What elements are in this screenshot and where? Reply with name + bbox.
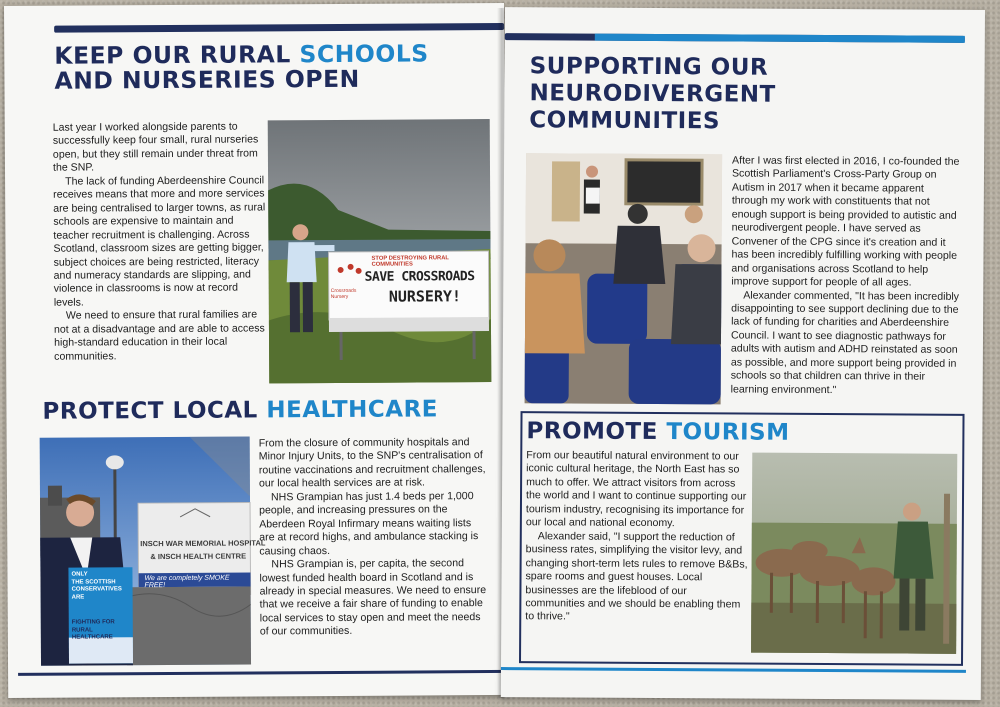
schools-para-3: We need to ensure that rural families are not at a disadvantage and are able to access high-standard education in their local communities.	[53, 308, 265, 363]
insch-hospital-photo	[40, 437, 266, 666]
neuro-para-1: After I was first elected in 2016, I co-founded the Scottish Parliament's Cross-Party Group on Autism in 2017 when it became apparent through my work with constituents that not enough support is being provided to autistic and neurodivergent people. I have served as Convener of the CPG since it's creation and it has been incredibly fulfilling working with people and organisations across Scotland to help improve support for people of all ages.	[731, 154, 960, 289]
tourism-para-2: Alexander said, "I support the reduction of business rates, simplifying the visitor levy, and changing short-term lets rules to remove B&Bs, spare rooms and guest houses. Local businesses are the lifeblood of our communities and we should be enabling them to thrive."	[525, 529, 748, 623]
top-rule-left	[54, 23, 504, 33]
healthcare-para-2: NHS Grampian has just 1.4 beds per 1,000 people, and increasing pressures on the Aberdeen Royal Infirmary means waiting lists are at record highs, and ambulance stacking is causing chaos.	[259, 489, 479, 558]
leaflet-text: ONLY THE SCOTTISH CONSERVATIVES ARE FIGHTING FOR RURAL HEALTHCARE	[71, 571, 122, 641]
hospital-sign-line-2: & INSCH HEALTH CENTRE	[150, 551, 247, 562]
hospital-sign-strip: We are completely SMOKE FREE!	[144, 574, 230, 590]
schools-para-1: Last year I worked alongside parents to successfully keep four small, rural nurseries open, but they still remain under threat from the SNP.	[52, 120, 259, 175]
sign-top-text: STOP DESTROYING RURAL COMMUNITIES	[371, 255, 449, 268]
schools-para-2: The lack of funding Aberdeenshire Council receives means that more and more services are being centralised to larger towns, as rural schools are expensive to maintain and teacher recruitment is challenging. Across Scotland, classroom sizes are getting bigger, subject choices are being restricted, literacy and numeracy standards are slipping, and violence in classrooms is now at record levels.	[53, 174, 266, 309]
right-page	[501, 7, 985, 700]
tourism-heading: PROMOTE TOURISM	[526, 418, 790, 446]
crossroads-nursery-photo	[268, 119, 492, 383]
bottom-rule-right	[501, 667, 966, 673]
left-page	[4, 3, 508, 698]
cross-party-group-photo	[525, 153, 723, 404]
sign-line-1: SAVE CROSSROADS	[364, 269, 475, 285]
healthcare-heading: PROTECT LOCAL HEALTHCARE	[42, 396, 439, 425]
healthcare-para-1: From the closure of community hospitals and Minor Injury Units, to the SNP's centralisation of routine vaccinations and recruitment challenges, our local health services are at risk.	[258, 436, 486, 490]
sign-line-2: NURSERY!	[388, 287, 462, 306]
bottom-rule-left	[18, 670, 508, 676]
healthcare-body	[259, 436, 490, 639]
schools-body	[53, 120, 266, 363]
tourism-para-1: From our beautiful natural environment to our iconic cultural heritage, the North East has so much to offer. We attract visitors from across the world and I want to continue supporting our tourism industry, recognising its importance for our local and national economy.	[525, 449, 747, 530]
hospital-sign-line-1: INSCH WAR MEMORIAL HOSPITAL	[140, 538, 266, 549]
healthcare-para-3: NHS Grampian is, per capita, the second lowest funded health board in Scotland and is already in special measures. We need to ensure that we receive a fair share of funding to enable local services to stay open and meet the needs of our communities.	[259, 557, 487, 638]
schools-heading: KEEP OUR RURAL SCHOOLS AND NURSERIES OPEN	[54, 39, 429, 96]
neuro-heading: SUPPORTING OUR NEURODIVERGENT COMMUNITIES	[529, 53, 776, 135]
top-rule-right	[505, 33, 965, 43]
tourism-body	[525, 449, 748, 625]
sign-logo-text: Crossroads Nursery	[330, 287, 357, 301]
neuro-para-2: Alexander commented, "It has been incredibly disappointing to see support declining due to the lack of funding for charities and Aberdeenshire Council. I want to see diagnostic pathways for adults with autism and ADHD reinstated as soon as possible, and more support being provided in schools so that children can thrive in their learning environment."	[730, 289, 960, 396]
deer-farm-photo	[751, 453, 957, 654]
neuro-body	[731, 154, 962, 398]
